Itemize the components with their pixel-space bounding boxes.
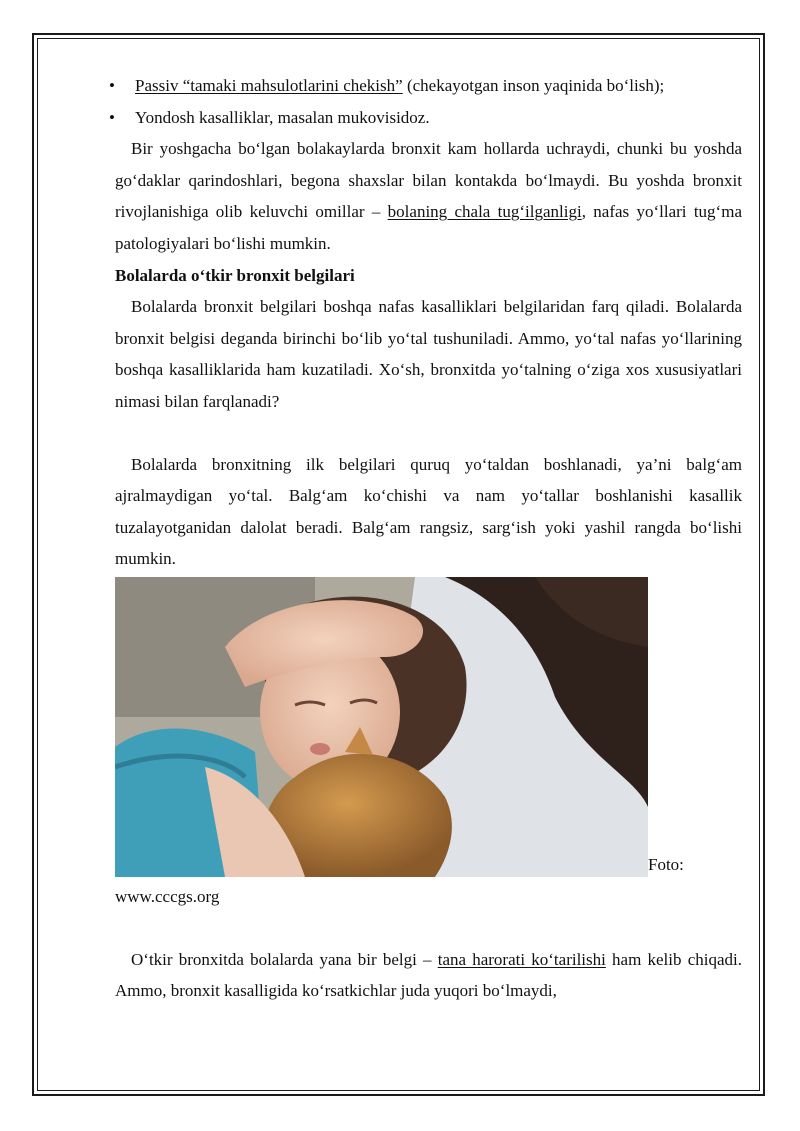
- paragraph: O‘tkir bronxitda bolalarda yana bir belgi – tana harorati ko‘tarilishi ham kelib chiqadi. Ammo, bronxit kasalligida ko‘rsatkichlar juda yuqori bo‘lmaydi,: [115, 949, 742, 1001]
- list-item-text: Yondosh kasalliklar, masalan mukovisidoz.: [135, 107, 430, 127]
- bullet-icon: •: [109, 107, 115, 127]
- photo-caption-source: www.cccgs.org: [115, 886, 220, 906]
- paragraph: Bir yoshgacha bo‘lgan bolakaylarda bronxit kam hollarda uchraydi, chunki bu yoshda go‘daklar qarindoshlari, begona shaxslar bilan kontakda bo‘lmaydi. Bu yoshda bronxit rivojlanishiga olib keluvchi omillar – bolaning chala tug‘ilganligi, nafas yo‘llari tug‘ma patologiyalari bo‘lishi mumkin.: [115, 139, 742, 253]
- list-item: [109, 70, 742, 102]
- blank-line: [115, 913, 742, 944]
- paragraph: Bolalarda bronxit belgilari boshqa nafas kasalliklari belgilaridan farq qiladi. Bolalarda bronxit belgisi deganda birinchi bo‘lib yo‘tal tushuniladi. Ammo, yo‘tal nafas yo‘llarining boshqa kasalliklarida ham kuzatiladi. Xo‘sh, bronxitda yo‘talning o‘ziga xos xususiyatlari nimasi bilan farqlanadi?: [115, 297, 742, 411]
- section-heading: Bolalarda o‘tkir bronxit belgilari: [115, 265, 355, 285]
- paragraph: Bolalarda bronxitning ilk belgilari quruq yo‘taldan boshlanadi, ya’ni balg‘am ajralmaydigan yo‘tal. Balg‘am ko‘chishi va nam yo‘tallar boshlanishi kasallik tuzalayotganidan dalolat beradi. Balg‘am rangsiz, sarg‘ish yoki yashil rangda bo‘lishi mumkin.: [115, 454, 742, 569]
- figure: [115, 577, 742, 877]
- passive-smoking-link[interactable]: Passiv “tamaki mahsulotlarini chekish”: [135, 76, 403, 95]
- photo-caption-label: Foto:: [648, 854, 684, 874]
- list-item: [109, 102, 742, 134]
- premature-birth-link[interactable]: bolaning chala tug‘ilganligi: [387, 202, 582, 222]
- list-item-text: (chekayotgan inson yaqinida bo‘lish);: [402, 76, 665, 95]
- fever-link[interactable]: tana harorati ko‘tarilishi: [437, 949, 606, 969]
- blank-line: [115, 418, 742, 449]
- photo-child-with-fever: [115, 577, 648, 877]
- document-body: [109, 70, 742, 1007]
- bullet-icon: •: [109, 76, 115, 95]
